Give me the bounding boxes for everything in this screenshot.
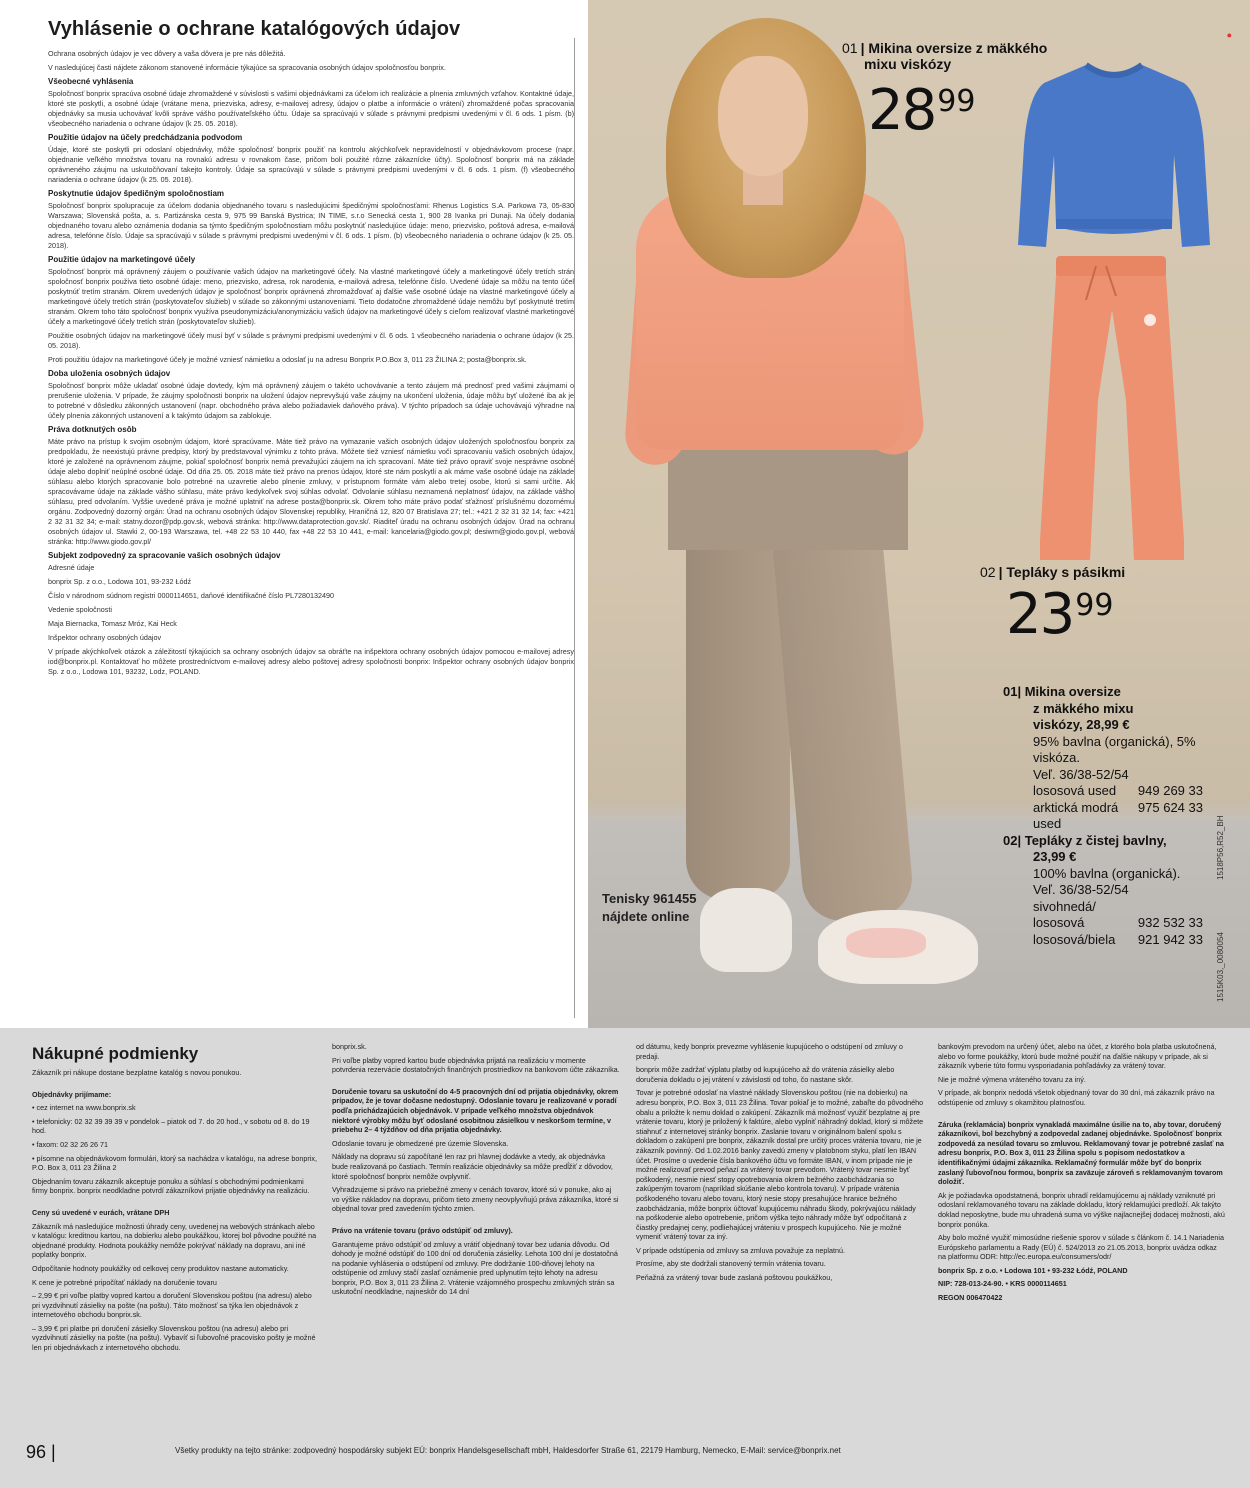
privacy-section-text: Spoločnosť bonprix spracúva osobné údaje zhromaždené v súvislosti s vašimi objednávkami za účelom ich realizácie a plnenia zmluvných vzťahov. Kontaktné údaje, ktoré ste poskytli, a osobné údaje (vrátane mena, priezviska, adresy, e-mailovej adresy, údajov o platbe a informácie o vrátení) zhromaždené počas spracovania objednávky sa musia uchovávať kvôli správe vášho používateľského účtu. Údaje sa spracúvajú v súlade s právnymi predpismi uvedenými v čl. 6 ods. 1 písm. (b) všeobecného nariadenia o ochrane údajov (k 25. 05. 2018).	[48, 89, 574, 128]
page-number: 96 |	[26, 1442, 56, 1462]
terms-paragraph: V prípade odstúpenia od zmluvy sa zmluva považuje za neplatnú.	[636, 1245, 845, 1255]
terms-paragraph: bankovým prevodom na určený účet, alebo na účet, z ktorého bola platba uskutočnená, alebo vo forme poukážky, ktorú bude možné použiť na ďalšie nákupy v prípade, ak si zákazník vyberie túto formu vysporiadania pohľadávky za vrátený tovar.	[938, 1042, 1217, 1071]
terms-paragraph: bonprix môže zadržať výplatu platby od kupujúceho až do vrátenia zásielky alebo doručenia dokladu o jej vrátení v závislosti od toho, čo nastane skôr.	[636, 1065, 895, 1084]
terms-paragraph	[332, 1079, 620, 1083]
terms-paragraph: Náklady na dopravu sú započítané len raz pri hlavnej dodávke a vtedy, ak objednávka bude realizovaná po častiach. Termín realizácie objednávky sa môže predĺžiť z dôvodov, ktoré spoločnosť bonprix nemôže ovplyvniť.	[332, 1152, 613, 1181]
terms-paragraph: Peňažná za vrátený tovar bude zaslaná poštovou poukážkou,	[636, 1273, 833, 1283]
terms-paragraph: – 3,99 € pri platbe pri doručení zásielky Slovenskou poštou (na adresu) alebo pri vyzdvihnutí zásielky na pošte (na poštu). Vybavíť si ľubovoľné pracovisko pošty je možné len pri objednávkach z internetového obchodu.	[32, 1323, 316, 1353]
terms-paragraph: Objednávky prijímame:	[32, 1089, 112, 1099]
terms-paragraph: V prípade, ak bonprix nedodá všetok objednaný tovar do 30 dní, má zákazník právo na odstúpenie od zmluvy s okamžitou platnosťou.	[938, 1088, 1215, 1107]
purchase-terms	[0, 1028, 1250, 1488]
privacy-section-text: Spoločnosť bonprix môže ukladať osobné údaje dovtedy, kým má oprávnený záujem o takéto uchovávanie a tento záujem má prednosť pred vašimi záujmami o prerušenie uloženia. V prípade, že záujmy spoločnosti bonprix na uložení údajov neprevyšujú vaše záujmy na ukončení uloženia, údaje môžu byť uložené iba ak je to potrebné v dôsledku zákonných ustanovení (napr. obchodného práva alebo požiadaviek daňového práva). V týchto prípadoch sa údaje uchovávajú výhradne na účely plnenia zákonných ustanovení a k takýmto údajom sa zablokuje.	[48, 381, 574, 420]
terms-paragraph: Nie je možné výmena vráteného tovaru za iný.	[938, 1074, 1086, 1084]
terms-paragraph: Pri voľbe platby vopred kartou bude objednávka prijatá na realizáciu v momente potvrdenia rezervácie dostatočných finančných prostriedkov na bankovom účte zákazníka.	[332, 1055, 620, 1075]
terms-title: Nákupné podmienky	[32, 1044, 199, 1063]
terms-paragraph: Ak je požiadavka opodstatnená, bonprix uhradí reklamujúcemu aj náklady vzniknuté pri odoslaní reklamovaného tovaru na základe dokladu, ktorý reklamujúci predloží. Ak takýto doklad neposkytne, bude mu uhradená suma vo výške najlacnejšej dodacej možnosti, akú bonprix ponúka.	[938, 1190, 1225, 1229]
privacy-sections	[48, 77, 574, 677]
detail-1-material: 95% bavlna (organická), 5% viskóza.	[1033, 733, 1196, 765]
terms-paragraph: Doručenie tovaru sa uskutoční do 4-5 pracovných dní od prijatia objednávky, okrem prípadov, že je tovar dočasne nedostupný. Odoslanie tovaru je realizované v poradí podľa prichádzajúcich objednávok. V prípade veľkého množstva objednávok niektoré výrobky môžu byť odoslané osobitnou zásielkou v neskoršom termíne, v priebehu 2– 4 týždňov od dňa prijatia objednávky.	[332, 1086, 619, 1135]
privacy-section-text: Spoločnosť bonprix má oprávnený záujem o používanie vašich údajov na marketingové účely. Na vlastné marketingové účely a marketingové účely tretích strán spoločnosť bonprix používa tieto osobné údaje: meno, priezvisko, adresa, rok narodenia, e-mailová adresa, telefónne číslo. Uvedené údaje sa môžu na tento účel poskytnúť tretím stranám. Okrem uvedených údajov je spoločnosť bonprix oprávnená zhromažďovať aj ďalšie vaše osobné údaje na vlastné marketingové účely a marketingové účely tretích strán (poskytovateľov služieb) v súlade so zákonnými ustanoveniami. Tieto dodatočne zhromaždené údaje nemôžu byť poskytnuté tretím stranám. Okrem toho táto spoločnosť bonprix využíva pseudonymizáciu/anonymizáciu vašich údajov na marketingové účely s cieľom realizovať vlastné marketingové účely a marketingové účely tretích strán (poskytovateľov služieb).	[48, 267, 574, 326]
privacy-section-text: Adresné údaje	[48, 563, 95, 572]
terms-paragraph: Prosíme, aby ste dodržali stanovený termín vrátenia tovaru.	[636, 1259, 826, 1269]
privacy-section-text: Inšpektor ochrany osobných údajov	[48, 633, 162, 642]
detail-2-sizes: Veľ. 36/38-52/54	[1033, 882, 1129, 897]
terms-paragraph: NIP: 728-013-24-90. • KRS 0000114651	[938, 1279, 1067, 1289]
terms-paragraph: • písomne na objednávkovom formulári, ktorý sa nachádza v katalógu, na adrese bonprix, P.O. Box 3, 011 23 Žilina 2	[32, 1153, 317, 1173]
terms-column-2	[332, 1042, 620, 1301]
terms-paragraph: Objednaním tovaru zákazník akceptuje ponuku a súhlasí s obchodnými podmienkami firmy bonprix. bonprix neodkladne potvrdí zákazníkovi prijatie objednávky na realizáciu.	[32, 1176, 310, 1196]
corner-mark-icon: ●	[1226, 30, 1232, 40]
privacy-intro-2: V nasledujúcej časti nájdete zákonom stanovené informácie týkajúce sa spracovania osobných údajov spoločnosťou bonprix.	[48, 63, 446, 72]
privacy-section-text: Proti použitiu údajov na marketingové účely je možné vzniesť námietku a odoslať ju na adresu Bonprix P.O.Box 3, 011 23 ŽILINA 2; posta@bonprix.sk.	[48, 355, 527, 364]
privacy-section-heading: Použitie údajov na účely predchádzania podvodom	[48, 133, 243, 142]
terms-paragraph: Odoslanie tovaru je obmedzené pre územie Slovenska.	[332, 1138, 509, 1148]
detail-1-sizes: Veľ. 36/38-52/54	[1033, 766, 1129, 782]
privacy-section-heading: Poskytnutie údajov špedičným spoločnostiam	[48, 189, 225, 198]
privacy-section-text: V prípade akýchkoľvek otázok a záležitostí týkajúcich sa ochrany osobných údajov sa obráťte na inšpektora ochrany osobných údajov pomocou e-mailovej adresy iod@bonprix.pl. Kontaktovať ho môžete prostredníctvom e-mailovej adresy alebo poštovej adresy spoločnosti bonprix: Inšpektor ochrany osobných údajov bonprix Sp. z o.o., Lodowa 101, 93232, Lodz, POLAND.	[48, 647, 574, 676]
terms-paragraph: Tovar je potrebné odoslať na vlastné náklady Slovenskou poštou (nie na dobierku) na adresu bonprix, P.O. Box 3, 011 23 Žilina. Tovar pokiaľ je to možné, zabaľte do pôvodného obalu a priložte k nemu doklad o zakúpení. Zákazník má možnosť využiť bezplatne aj pre vrátenie tovaru, ktorý je priložený k faktúre, alebo vyplniť náhradný doklad, ktorý si môžete stiahnuť z internetovej stránky bonprix. Zaslanie tovaru v originálnom balení spolu s dokladom o zakúpení pre bonprix, zákazník dostal pre určitý proces vrátenia tovaru, nie je zákazník povinný. Od 1.02.2016 banky zavedú zmeny v platobnom styku, platí len IBAN účet. Prosíme o uvedenie čísla bankového účtu vo formáte IBAN, v inom prípade nie je možné realizovať prevod peňazí za vrátený tovar prevodom. Vrátený tovar nesmie byť poškodený, nesmie niesť stopy opotrebovania okrem bežného zaobchádzania so zakúpeným tovarom (napríklad skúšanie alebo kontrola tovaru). V prípade vrátenia poškodeného tovaru alebo tovaru, ktorý nesie stopy presahujúce hranice bežného zaobchádzania, môže bonprix účtovať kupujúcemu náhradu škody, pokrývajúcu náklady na poškodenie alebo opotrebenie, pričom výška tejto náhrady môže byť odpočítaná z čiastky predajnej ceny, podliehajúcej vráteniu v prospech kupujúceho. Nie je možné vymeniť vrátený tovar za iný.	[636, 1088, 924, 1242]
catalog-code-2: 1515K03,_0080054	[1216, 932, 1225, 1002]
terms-paragraph: bonprix Sp. z o.o. • Lodowa 101 • 93-232 Łódź, POLAND	[938, 1265, 1128, 1275]
blue-sweater-image	[1016, 55, 1212, 255]
page-footer: Všetky produkty na tejto stránke: zodpovedný hospodársky subjekt EÚ: bonprix Handelsgesellschaft mbH, Haldesdorfer Straße 61, 22179 Hamburg, Nemecko, E-Mail: service@bonprix.net	[175, 1446, 841, 1455]
privacy-section-text: Maja Biernacka, Tomasz Mróz, Kai Heck	[48, 619, 177, 628]
privacy-section-text: Číslo v národnom súdnom registri 0000114651, daňové identifikačné číslo PL7280132490	[48, 591, 334, 600]
privacy-section-text: bonprix Sp. z o.o., Lodowa 101, 93-232 Łódź	[48, 577, 192, 586]
privacy-section-heading: Všeobecné vyhlásenia	[48, 77, 134, 86]
sneakers-note: Tenisky 961455 nájdete online	[602, 891, 697, 924]
terms-paragraph	[32, 1200, 318, 1204]
terms-paragraph: Vyhradzujeme si právo na priebežné zmeny v cenách tovarov, ktoré sú v ponuke, ako aj vo výške nákladov na dopravu, pričom tieto zmeny neovplyvňujú práva zákazníka, ktoré si objednal tovar pred zavedením týchto zmien.	[332, 1185, 619, 1214]
terms-paragraph: Garantujeme právo odstúpiť od zmluvy a vrátiť objednaný tovar bez udania dôvodu. Od dohody je možné odstúpiť do 100 dní od doručenia zásielky. Lehota 100 dní je dostatočná na podanie vyhlásenia o odstúpení od zmluvy. Pre dodržanie 100-dňovej lehoty na odstúpenie od zmluvy stačí zaslať oznámenie pred uplynutím tejto lehoty na adresu bonprix, P.O. Box 3, 011 23 Žilina 2. Vrátenie vzájomného prospechu zmluvných strán sa uskutoční neodkladne, najneskôr do 14 dní	[332, 1239, 618, 1297]
terms-paragraph: Zákazník má nasledujúce možnosti úhrady ceny, uvedenej na webových stránkach alebo v katalógu: kreditnou kartou, na dobierku alebo poukážkou, ktorej bol pôvodne použité na objednané produkty. Hodnota poukážky nemôže pokrývať náklady na dopravu, ani iné poplatky bonprix.	[32, 1221, 317, 1260]
privacy-section-text: Údaje, ktoré ste poskytli pri odoslaní objednávky, môže spoločnosť bonprix použiť na kontrolu akýchkoľvek nepravidelností v objednávkovom procese (napr. objednanie veľkého množstva tovaru na rovnakú adresu v rovnakom čase, pričom boli použité rôzne zákaznícke účty). Spoločnosť bonprix má na základe oprávneného záujmu na uskutočňovaní takejto kontroly. Údaje sa spracúvajú v súlade s právnymi predpismi uvedenými v čl. 6 ods. 1 písm. (f) všeobecného nariadenia o ochrane údajov (k 25. 05. 2018).	[48, 145, 574, 184]
terms-paragraph: K cene je potrebné pripočítať náklady na doručenie tovaru	[32, 1277, 217, 1287]
product-2-title: 02 | Tepláky s pásikmi	[980, 564, 1126, 580]
terms-paragraph: bonprix.sk.	[332, 1042, 367, 1051]
column-divider	[574, 38, 575, 1018]
terms-paragraph: – 2,99 € pri voľbe platby vopred kartou a doručení Slovenskou poštou (na adresu) alebo pri vyzdvihnutí zásielky na pošte (na poštu). Táto možnosť sa týka len objednávok z internetového obchodu bonprix.sk.	[32, 1291, 312, 1320]
terms-column-3	[636, 1042, 924, 1287]
terms-paragraph: od dátumu, kedy bonprix prevezme vyhlásenie kupujúceho o odstúpení od zmluvy o predaji.	[636, 1042, 903, 1061]
detail-2-material: 100% bavlna (organická).	[1033, 865, 1181, 881]
privacy-section-text: Spoločnosť bonprix spolupracuje za účelom dodania objednaného tovaru s nasledujúcimi špedičnými spoločnosťami: Rhenus Logistics S.A. Parkowa 73, 05-830 Warszawa; Slovenská pošta, a. s. Partizánska cesta 9, 975 99 Banská Bystrica; IN TIME, s.r.o Senecká cesta 1, 900 28 Ivanka pri Dunaji. Na účely dodania objednaného tovaru alebo oznámenia dodania sa týmto špedičným spoločnostiam môžu poskytnúť nasledujúce údaje: meno, priezvisko, poštová adresa, e-mailová adresa, telefónne číslo. Údaje sa spracúvajú v súlade s právnymi predpismi uvedenými v čl. 6 ods. 1 písm. (b) všeobecného nariadenia o ochrane údajov (k 25. 05. 2018).	[48, 201, 574, 250]
product-photo	[588, 0, 1250, 1028]
terms-paragraph	[32, 1082, 318, 1086]
terms-paragraph: • faxom: 02 32 26 26 71	[32, 1139, 109, 1149]
privacy-intro-1: Ochrana osobných údajov je vec dôvery a vaša dôvera je pre nás dôležitá.	[48, 49, 286, 58]
privacy-section-heading: Použitie údajov na marketingové účely	[48, 255, 196, 264]
terms-paragraph	[938, 1112, 1226, 1116]
detail-2-title: 02| Tepláky z čistej bavlny,	[1003, 832, 1167, 848]
product-details: 01| Mikina oversize z mäkkého mixu viskózy, 28,99 € 95% bavlna (organická), 5% viskóza. Veľ. 36/38-52/54 lososová used 949 269 33 arktická modrá 975 624 33 used 02| Tepláky z čistej bavlny, 23,99 € 100% bavlna (organická). Veľ. 36/38-52/54 sivohnedá/ lososová 932 532 33 lososová/biela 921 942 33	[1003, 684, 1203, 947]
product-2-price: 2399	[1006, 582, 1114, 647]
terms-column-4	[938, 1042, 1226, 1307]
privacy-title: Vyhlásenie o ochrane katalógových údajov	[48, 18, 461, 40]
product-1-title: 01 | Mikina oversize z mäkkého mixu viskózy	[842, 40, 1048, 72]
terms-paragraph: Právo na vrátenie tovaru (právo odstúpiť od zmluvy).	[332, 1225, 513, 1235]
privacy-section-text: Použitie osobných údajov na marketingové účely musí byť v súlade s právnymi predpismi uvedenými v čl. 6 ods. 1 všeobecného nariadenia o ochrane údajov (k 25. 05. 2018).	[48, 331, 574, 350]
terms-paragraph: • cez internet na www.bonprix.sk	[32, 1103, 136, 1113]
privacy-section-heading: Doba uloženia osobných údajov	[48, 369, 171, 378]
privacy-section-text: Vedenie spoločnosti	[48, 605, 112, 614]
terms-column-1	[32, 1068, 318, 1357]
product-1-price: 2899	[868, 78, 976, 143]
privacy-section-heading: Subjekt zodpovedný za spracovanie vašich osobných údajov	[48, 551, 281, 560]
terms-paragraph: Aby bolo možné využiť mimosúdne riešenie sporov v súlade s článkom č. 14.1 Nariadenia Európskeho parlamentu a Rady (EÚ) č. 524/2013 zo 21.05.2013, bonprix uvádza odkaz na platformu ODR: http://ec.europa.eu/consumers/odr/	[938, 1233, 1224, 1262]
privacy-statement	[0, 0, 588, 1028]
terms-paragraph	[332, 1218, 620, 1222]
catalog-code-1: 1518P56,R52_BH	[1216, 815, 1225, 880]
terms-paragraph: Odpočítanie hodnoty poukážky od celkovej ceny produktov nastane automaticky.	[32, 1263, 289, 1273]
terms-paragraph: REGON 006470422	[938, 1293, 1003, 1303]
privacy-section-heading: Práva dotknutých osôb	[48, 425, 137, 434]
privacy-section-text: Máte právo na prístup k svojim osobným údajom, ktoré spracúvame. Máte tiež právo na vymazanie vašich osobných údajov uložených spoločnosťou bonprix za predpokladu, že neexistujú právne predpisy, ktorý by predstavoval výnimku z tohto práva. Môžete tiež vzniesť námietku voči spracovaniu vašich osobných údajov, ktoré je založené na oprávnenom záujme, pokiaľ spoločnosť bonprix nemá prevažujúci záujem na ich spracovaní. Máte tiež právo opraviť svoje nesprávne osobné údaje alebo doplniť neúplné osobné údaje. Od dňa 25. 05. 2018 máte tiež právo na prenos údajov, ktoré ste nám poskytli a ak máme vaše osobné údaje na základe súhlasu alebo ktorých spracovanie bolo potrebné na uzavretie alebo plnenie zmluvy, v prístupnom formáte vám alebo tretej osobe, ktorú si sami určíte. Ak spracovávame údaje na základe vášho súhlasu, máte právo kedykoľvek svoj súhlas odvolať. Odvolanie súhlasu neznamená neplatnosť údajov, na základe vášho súhlasu, pred odvolaním. Vyššie uvedené práva je možné uplatniť na adrese posta@bonprix.sk. Okrem toho máte právo podať sťažnosť príslušnému dozornému orgánu. Zodpovedný dozorný orgán: Úrad na ochranu osobných údajov Slovenskej republiky, Hraničná 12, 820 07 Bratislava 27; tel.: +421 2 32 31 32 14; fax: +421 2 32 31 32 34; e-mail: statny.dozor@pdp.gov.sk, webová stránka: http://www.dataprotection.gov.sk/. Riaditeľ úradu na ochranu osobných údajov. Úrad na ochranu osobných údajov ul. Stawki 2, 00-193 Warszawa, tel. +48 22 53 10 440, fax +48 22 53 10 441, e-mail: kancelaria@giodo.gov.pl; desiwm@giodo.gov.pl, webová stránka: http://www.giodo.gov.pl/	[48, 437, 574, 546]
terms-paragraph: • telefonicky: 02 32 39 39 39 v pondelok – piatok od 7. do 20 hod., v sobotu od 8. do 19 hod.	[32, 1116, 310, 1136]
terms-paragraph: Zákazník pri nákupe dostane bezplatne katalóg s novou ponukou.	[32, 1068, 242, 1077]
orange-pants-image	[1026, 250, 1196, 570]
terms-paragraph: Ceny sú uvedené v eurách, vrátane DPH	[32, 1207, 170, 1217]
detail-1-title: 01| Mikina oversize	[1003, 684, 1121, 699]
terms-paragraph: Záruka (reklamácia) bonprix vynakladá maximálne úsilie na to, aby tovar, doručený zákazníkovi, bol bezchybný a zodpovedal zadanej objednávke. Spoločnosť bonprix zodpovedá za nesúlad tovaru so zmluvou. Reklamovaný tovar je potrebné zaslať na adresu bonprix, P.O. Box 3, 011 23 Žilina spolu s popisom nedostatkov a identifikačnými údajmi zákazníka. Reklamačný formulár môže byť do bonprix zaslaný ľubovoľnou formou, bonprix sa zaväzuje zároveň s reklamovaným tovarom doložiť.	[938, 1119, 1224, 1187]
